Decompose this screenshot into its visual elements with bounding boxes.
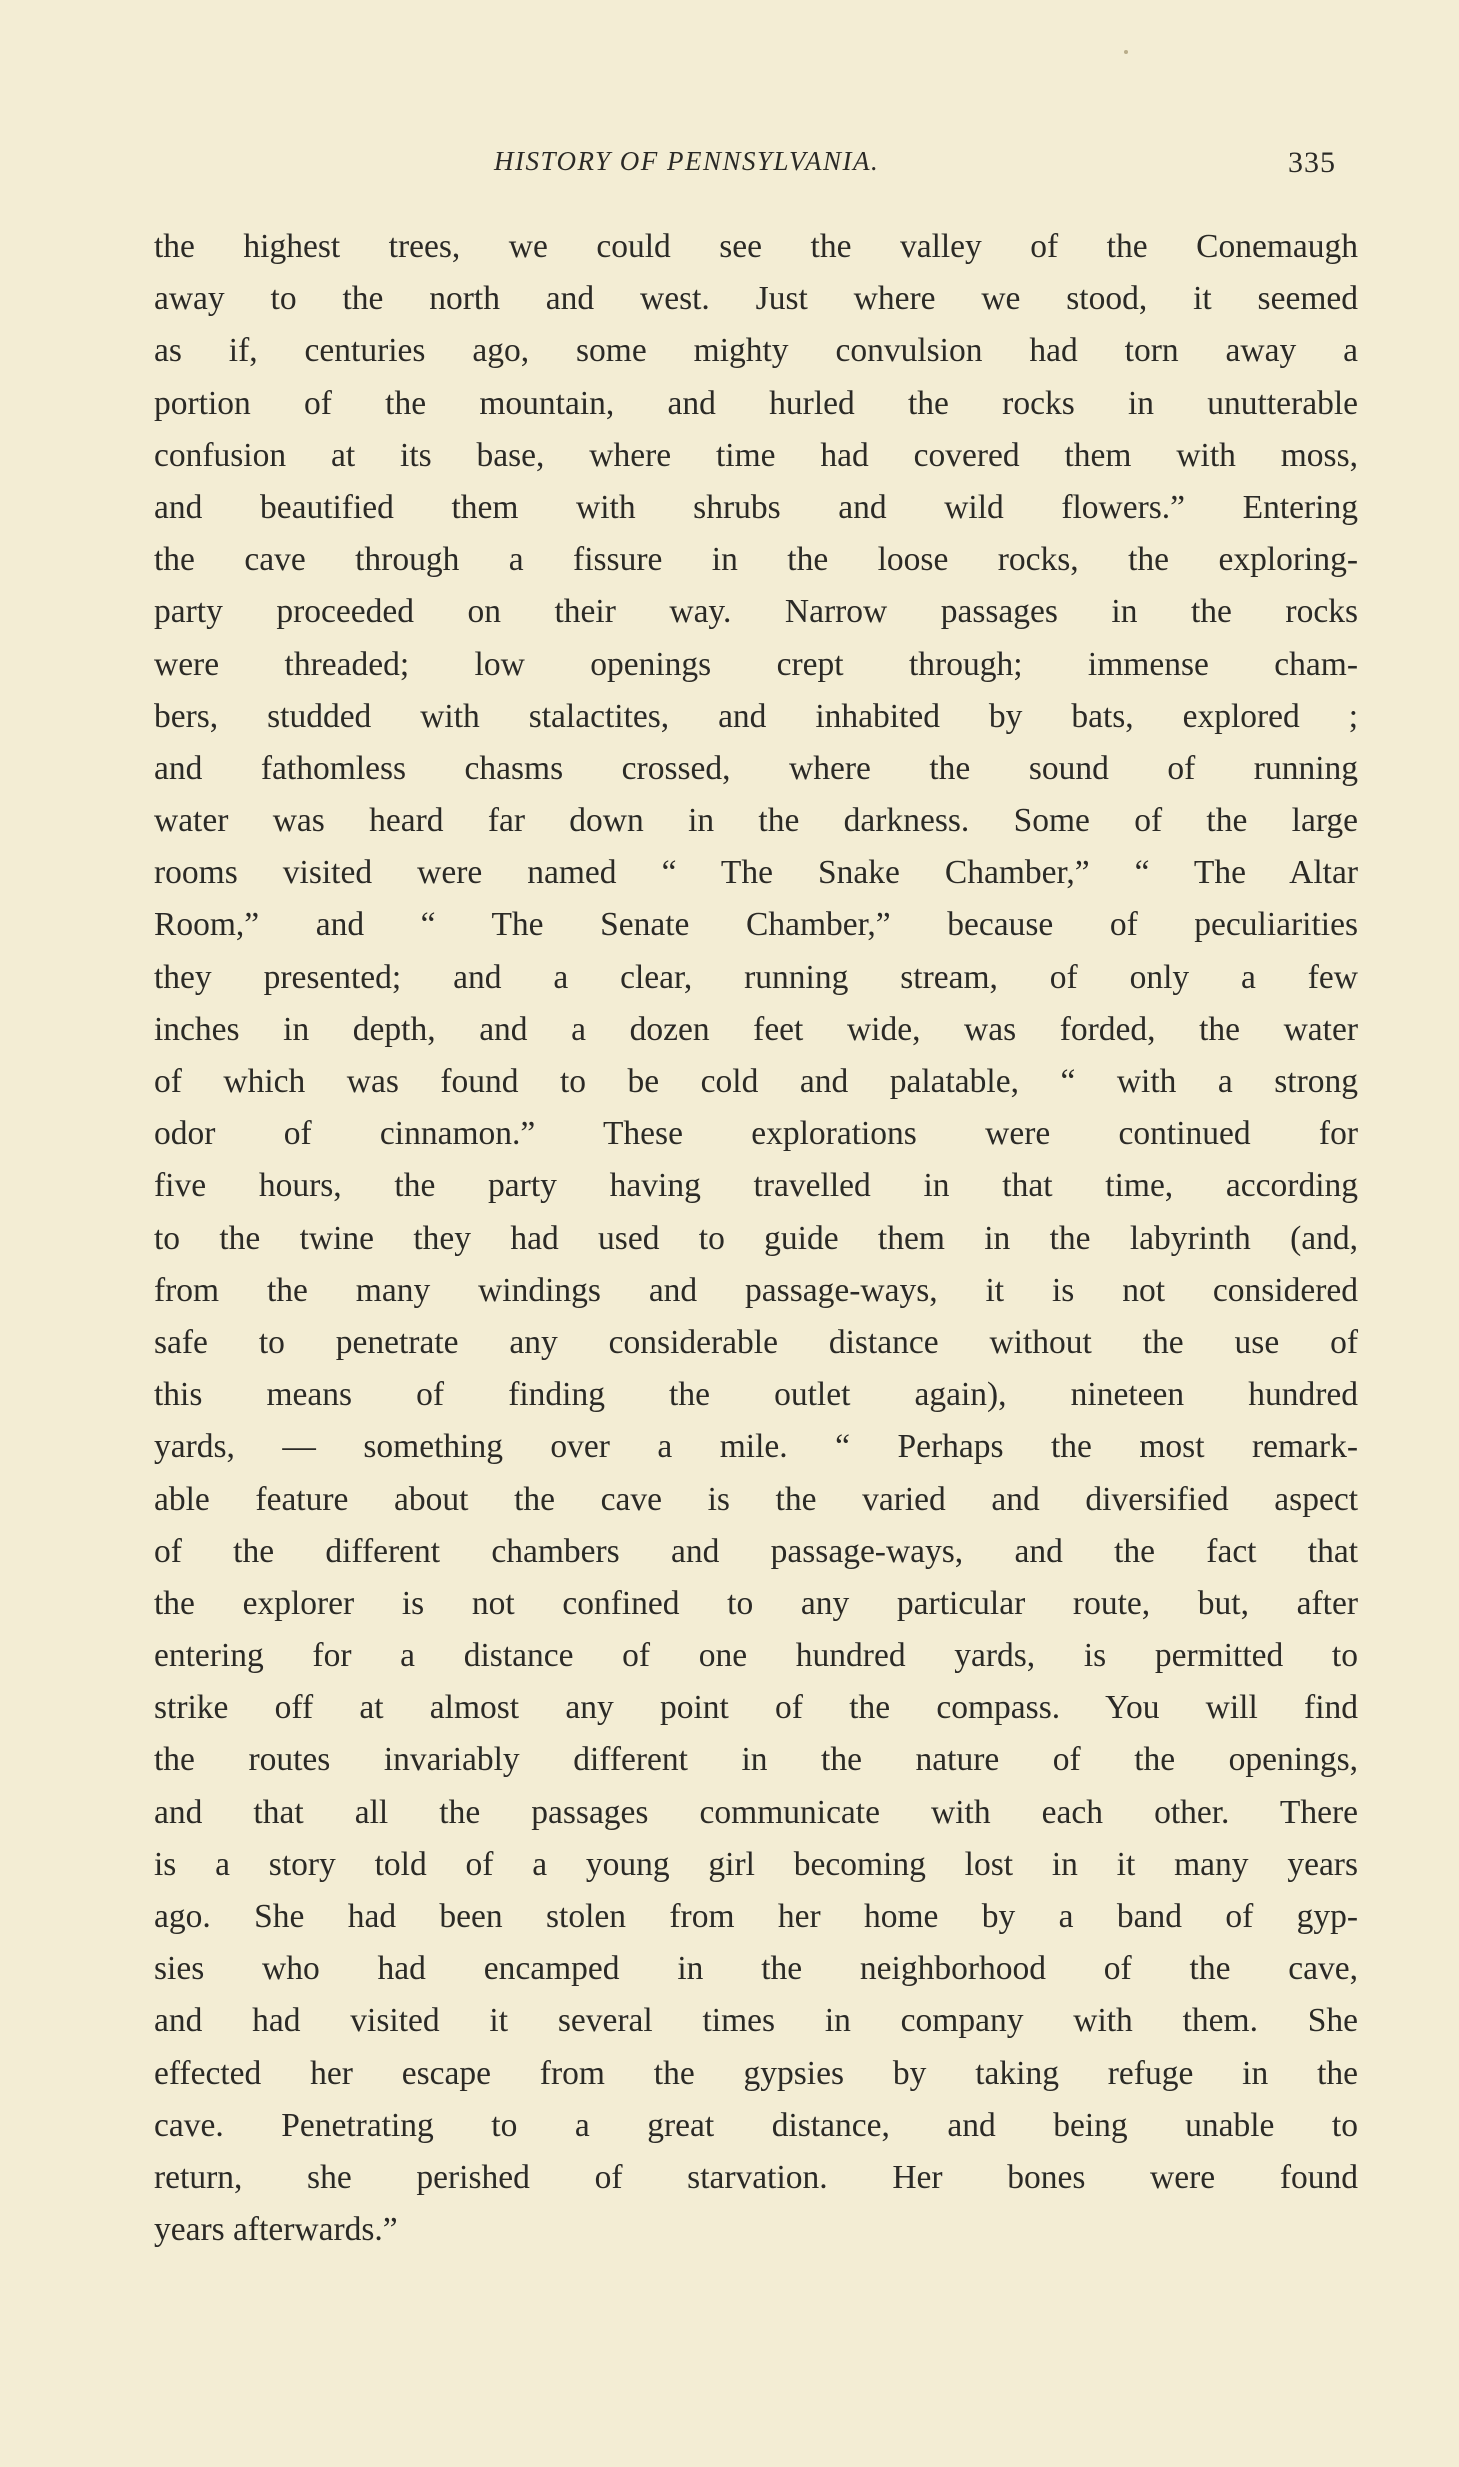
text-line: effected her escape from the gypsies by taking refuge in the [154, 2054, 1358, 2092]
text-line: confusion at its base, where time had covered them with moss, [154, 436, 1358, 474]
text-line: of the different chambers and passage-ways, and the fact that [154, 1532, 1358, 1570]
text-line: return, she perished of starvation. Her bones were found [154, 2158, 1358, 2196]
text-line: entering for a distance of one hundred yards, is permitted to [154, 1637, 1358, 1675]
text-line: five hours, the party having travelled in that time, according [154, 1167, 1358, 1205]
text-line: the routes invariably different in the nature of the openings, [154, 1741, 1358, 1779]
text-line: the explorer is not confined to any particular route, but, after [154, 1584, 1358, 1622]
text-line: they presented; and a clear, running stream, of only a few [154, 958, 1358, 996]
text-line: the highest trees, we could see the valley of the Conemaugh [154, 228, 1358, 265]
text-line: bers, studded with stalactites, and inhabited by bats, explored ; [154, 697, 1358, 735]
running-head [0, 146, 1459, 186]
text-line: yards, — something over a mile. “ Perhaps the most remark- [154, 1428, 1358, 1466]
text-line: party proceeded on their way. Narrow passages in the rocks [154, 593, 1358, 631]
text-line: strike off at almost any point of the compass. You will find [154, 1689, 1358, 1727]
text-line: safe to penetrate any considerable distance without the use of [154, 1323, 1358, 1361]
text-line: portion of the mountain, and hurled the rocks in unutterable [154, 384, 1358, 422]
text-line: the cave through a fissure in the loose rocks, the exploring- [154, 541, 1358, 579]
text-line: and that all the passages communicate with each other. There [154, 1793, 1358, 1831]
text-line: cave. Penetrating to a great distance, and being unable to [154, 2106, 1358, 2144]
text-line: rooms visited were named “ The Snake Chamber,” “ The Altar [154, 854, 1358, 892]
text-line: ago. She had been stolen from her home by a band of gyp- [154, 1898, 1358, 1935]
paper-speck [1124, 50, 1128, 54]
text-line: to the twine they had used to guide them in the labyrinth (and, [154, 1219, 1358, 1257]
text-line: were threaded; low openings crept through; immense cham- [154, 645, 1358, 683]
text-line: and beautified them with shrubs and wild flowers.” Entering [154, 488, 1358, 526]
running-head-title: HISTORY OF PENNSYLVANIA. [494, 146, 880, 176]
text-line: is a story told of a young girl becoming lost in it many years [154, 1845, 1358, 1883]
page-number: 335 [1288, 146, 1336, 179]
text-line: sies who had encamped in the neighborhood of the cave, [154, 1950, 1358, 1988]
text-line: away to the north and west. Just where we stood, it seemed [154, 280, 1358, 318]
text-line: this means of finding the outlet again), nineteen hundred [154, 1376, 1358, 1414]
text-line: and had visited it several times in company with them. She [154, 2002, 1358, 2040]
text-line: inches in depth, and a dozen feet wide, was forded, the water [154, 1010, 1358, 1048]
body-text [154, 221, 1358, 2256]
text-line: water was heard far down in the darkness. Some of the large [154, 802, 1358, 840]
text-line: of which was found to be cold and palatable, “ with a strong [154, 1063, 1358, 1100]
text-line: and fathomless chasms crossed, where the sound of running [154, 749, 1358, 787]
text-line: years afterwards.” [154, 2211, 398, 2249]
text-line: odor of cinnamon.” These explorations were continued for [154, 1115, 1358, 1153]
text-line: Room,” and “ The Senate Chamber,” because of peculiarities [154, 906, 1358, 944]
text-line: from the many windings and passage-ways, it is not considered [154, 1271, 1358, 1309]
text-line: able feature about the cave is the varied and diversified aspect [154, 1480, 1358, 1518]
text-line: as if, centuries ago, some mighty convulsion had torn away a [154, 332, 1358, 370]
